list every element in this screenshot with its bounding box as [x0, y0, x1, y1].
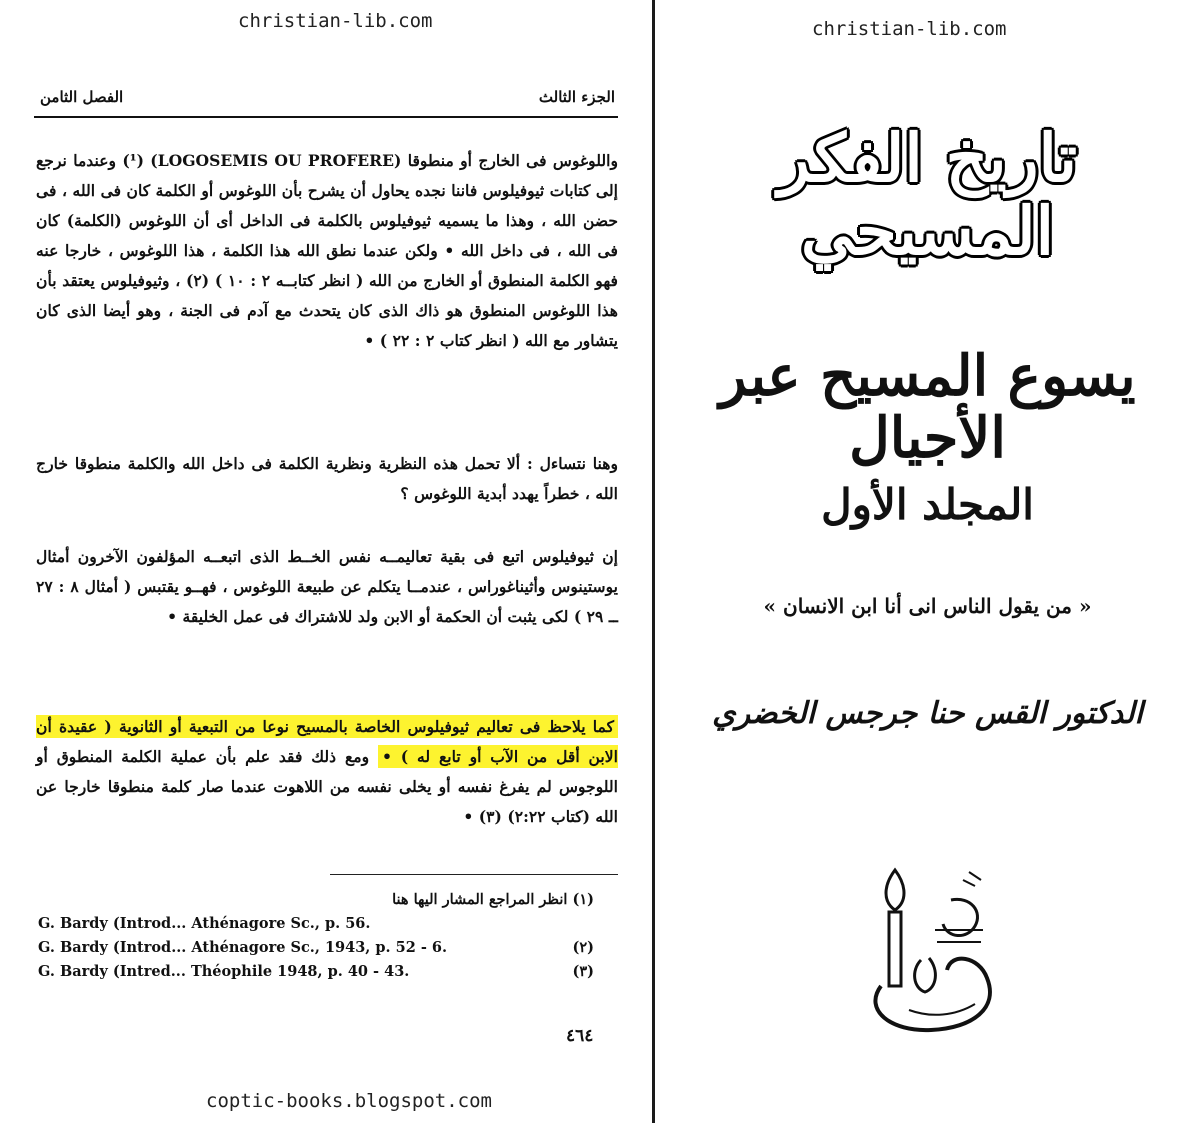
volume-label: المجلد الأول: [821, 480, 1034, 529]
part-label: الجزء الثالث: [538, 88, 615, 106]
footnote-intro: [38, 888, 594, 912]
running-header: [40, 84, 615, 110]
watermark-bottom: coptic-books.blogspot.com: [206, 1090, 492, 1112]
paragraph-4: [36, 712, 618, 832]
page-number: ٤٦٤: [566, 1026, 594, 1046]
footnote-intro-text: انظر المراجع المشار اليها هنا: [392, 891, 568, 908]
book-subtitle: يسوع المسيح عبر الأجيال: [719, 343, 1136, 471]
highlighted-passage: كما يلاحظ فى تعاليم ثيوفيلوس الخاصة بالمسيح نوعا من التبعية أو الثانوية ( عقيدة أن الابن أقل من الآب أو تابع له ) •: [36, 717, 618, 766]
header-rule: [34, 116, 618, 118]
chapter-label: الفصل الثامن: [40, 88, 124, 106]
book-title: تاريخ الفكر المسيحي: [778, 119, 1077, 270]
footnote-ref-text: G. Bardy (Introd... Athénagore Sc., p. 56.: [38, 915, 371, 932]
paragraph-2: وهنا نتساءل : ألا تحمل هذه النظرية ونظرية الكلمة فى داخل الله والكلمة منطوقا خارج الله ، خطراً يهدد أبدية اللوغوس ؟: [36, 454, 618, 503]
paragraph-1: واللوغوس فى الخارج أو منطوقا (LOGOSEMIS OU PROFERE) (¹) وعندما نرجع إلى كتابات ثيوفيلوس فاننا نجده يحاول أن يشرح بأن اللوغوس أو الكلمة كان فى الله ، فى حضن الله ، وهذا ما يسميه ثيوفيلوس بالكلمة فى الداخل أى أن اللوغوس (الكلمة) كان فى الله ، فى داخل الله • ولكن عندما نطق الله هذا الكلمة ، هذا اللوغوس ، خارجا عنه فهو الكلمة المنطوق أو الخارج من الله ( انظر كتابــه ٢ : ١٠ ) (٢) ، وثيوفيلوس يعتقد بأن هذا اللوغوس المنطوق هو ذاك الذى كان يتحدث مع آدم فى الجنة ، وهو أيضا الذى كان يتشاور مع الله ( انظر كتاب ٢ : ٢٢ ) •: [36, 151, 619, 350]
footnote-rule: [330, 874, 618, 875]
footnote-ref-text: G. Bardy (Introd... Athénagore Sc., 1943, p. 52 - 6.: [38, 939, 448, 956]
paragraph-4-rest: ومع ذلك فقد علم بأن عملية الكلمة المنطوق أو اللوجوس لم يفرغ نفسه أو يخلى نفسه من اللاهوت عندما صار كلمة منطوقا خارجا عن الله (كتاب ٢:٢٢) (٣) •: [36, 747, 618, 826]
right-cover-page: [655, 0, 1200, 1123]
watermark-top-right: christian-lib.com: [812, 18, 1007, 40]
footnote-ref-number: (٢): [572, 939, 594, 956]
author-name: الدكتور القس حنا جرجس الخضري: [712, 696, 1143, 731]
cover-quote: « من يقول الناس انى أنا ابن الانسان »: [763, 594, 1092, 618]
footnote-ref-number: (٣): [572, 963, 594, 980]
candle-lamp-emblem-icon: [851, 860, 1011, 1040]
footnote-number: (١): [572, 891, 594, 908]
footnote-ref: [38, 960, 594, 984]
footnotes: [38, 888, 594, 984]
watermark-top-left: christian-lib.com: [238, 10, 433, 32]
footnote-ref: [38, 912, 594, 936]
footnote-ref: [38, 936, 594, 960]
footnote-ref-text: G. Bardy (Intred... Théophile 1948, p. 40 - 43.: [38, 963, 410, 980]
paragraph-3: إن ثيوفيلوس اتبع فى بقية تعاليمــه نفس الخــط الذى اتبعــه المؤلفون الآخرون أمثال يوستينوس وأثيناغوراس ، عندمــا يتكلم عن طبيعة اللوغوس ، فهــو يقتبس ( أمثال ٨ : ٢٧ ــ ٢٩ ) لكى يثبت أن الحكمة أو الابن ولد للاشتراك فى عمل الخليقة •: [36, 547, 618, 626]
